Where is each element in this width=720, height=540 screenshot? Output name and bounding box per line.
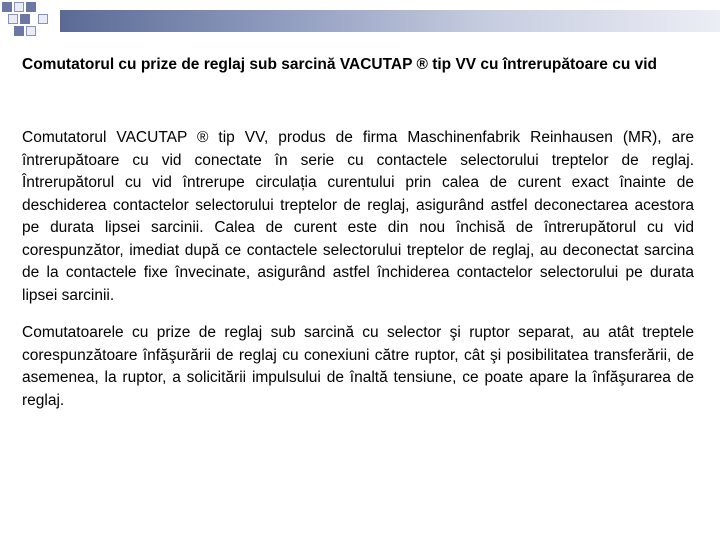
header-decoration [0,0,720,40]
body-paragraph-1: Comutatorul VACUTAP ® tip VV, produs de firma Maschinenfabrik Reinhausen (MR), are întrerupătoare cu vid conectate în serie cu contactele selectorului treptelor de reglaj. Întrerupătorul cu vid întrerupe circulația curentului prin calea de curent exact înainte de deschiderea contactelor selectorului treptelor de reglaj, asigurând astfel deconectarea acestora pe durata lipsei sarcinii. Calea de curent este din nou închisă de întrerupătorul cu vid corespunzător, imediat după ce contactele selectorului treptelor de reglaj, au deconectat sarcina de la contactele fixe învecinate, asigurând astfel închiderea contactelor selectorului pe durata lipsei sarcinii. [22,129,694,304]
decor-square [20,14,30,24]
decor-square [26,2,36,12]
decor-square [38,14,48,24]
slide-title: Comutatorul cu prize de reglaj sub sarcină VACUTAP ® tip VV cu întrerupătoare cu vid [22,56,657,73]
decor-square [14,26,24,36]
header-gradient-bar [60,10,720,32]
decor-square [8,14,18,24]
decor-square [2,2,12,12]
decor-square [14,2,24,12]
decor-square [26,26,36,36]
body-paragraph-2: Comutatoarele cu prize de reglaj sub sarcină cu selector şi ruptor separat, au atât treptele corespunzătoare înfăşurării de reglaj cu conexiuni către ruptor, cât şi posibilitatea transferării, de asemenea, la ruptor, a solicitării impulsului de înaltă tensiune, ce poate apare la înfăşurarea de reglaj. [22,324,694,409]
